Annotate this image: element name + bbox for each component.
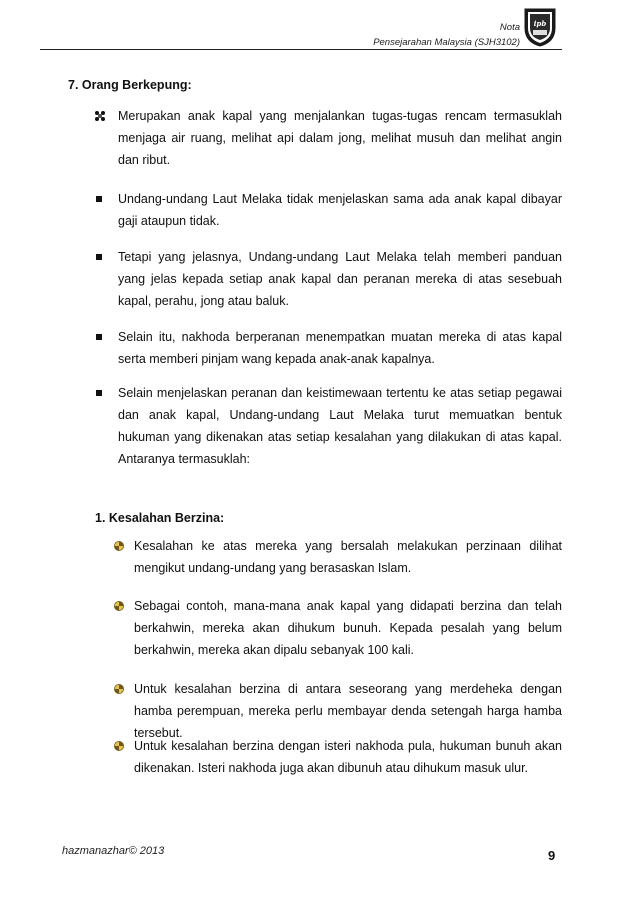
square-bullet-icon <box>96 390 102 396</box>
ball-bullet-icon <box>114 601 124 611</box>
list-item-text: Selain itu, nakhoda berperanan menempatkan muatan mereka di atas kapal serta memberi pinjam wang kepada anak-anak kapalnya. <box>118 330 562 366</box>
square-bullet-icon <box>96 254 102 260</box>
list-item-text: Selain menjelaskan peranan dan keistimewaan tertentu ke atas setiap pegawai dan anak kapal, Undang-undang Laut Melaka turut memuatkan bentuk hukuman yang dikenakan atas setiap kesalahan yang dilakukan di atas kapal. Antaranya termasuklah: <box>118 386 562 466</box>
list-item-text: Tetapi yang jelasnya, Undang-undang Laut Melaka telah memberi panduan yang jelas kepada setiap anak kapal dan peranan mereka di atas sesebuah kapal, perahu, jong atau baluk. <box>118 250 562 308</box>
footer-author: hazmanazhar© 2013 <box>62 845 165 857</box>
list-item-text: Untuk kesalahan berzina di antara seseorang yang merdeheka dengan hamba perempuan, mereka perlu membayar denda setengah harga hamba tersebut. <box>134 682 562 740</box>
page-number: 9 <box>548 848 556 863</box>
list-item-text: Untuk kesalahan berzina dengan isteri nakhoda pula, hukuman bunuh akan dikenakan. Isteri nakhoda juga akan dibunuh atau dihukum masuk ulur. <box>134 739 562 775</box>
header-title: Nota <box>499 22 520 33</box>
header-text-block <box>373 20 520 50</box>
ball-bullet-icon <box>114 541 124 551</box>
header-rule <box>40 49 562 50</box>
subsection-heading: 1. Kesalahan Berzina: <box>95 511 225 525</box>
list-item-text: Merupakan anak kapal yang menjalankan tugas-tugas rencam termasuklah menjaga air ruang, melihat api dalam jong, melihat musuh dan melihat angin dan ribut. <box>118 109 562 167</box>
flower-bullet-icon <box>95 111 105 121</box>
list-item-text: Undang-undang Laut Melaka tidak menjelaskan sama ada anak kapal dibayar gaji ataupun tidak. <box>118 192 562 228</box>
list-item-text: Sebagai contoh, mana-mana anak kapal yang didapati berzina dan telah berkahwin, mereka akan dihukum bunuh. Kepada pesalah yang belum berkahwin, mereka akan dipalu sebanyak 100 kali. <box>134 599 562 657</box>
ipg-crest-icon <box>522 6 558 48</box>
square-bullet-icon <box>96 334 102 340</box>
section-heading: 7. Orang Berkepung: <box>68 78 192 92</box>
svg-text:ipb: ipb <box>533 19 547 28</box>
square-bullet-icon <box>96 196 102 202</box>
header-subtitle: Pensejarahan Malaysia (SJH3102) <box>373 37 520 48</box>
ball-bullet-icon <box>114 684 124 694</box>
list-item-text: Kesalahan ke atas mereka yang bersalah melakukan perzinaan dilihat mengikut undang-undang yang berasaskan Islam. <box>134 539 562 575</box>
ball-bullet-icon <box>114 741 124 751</box>
